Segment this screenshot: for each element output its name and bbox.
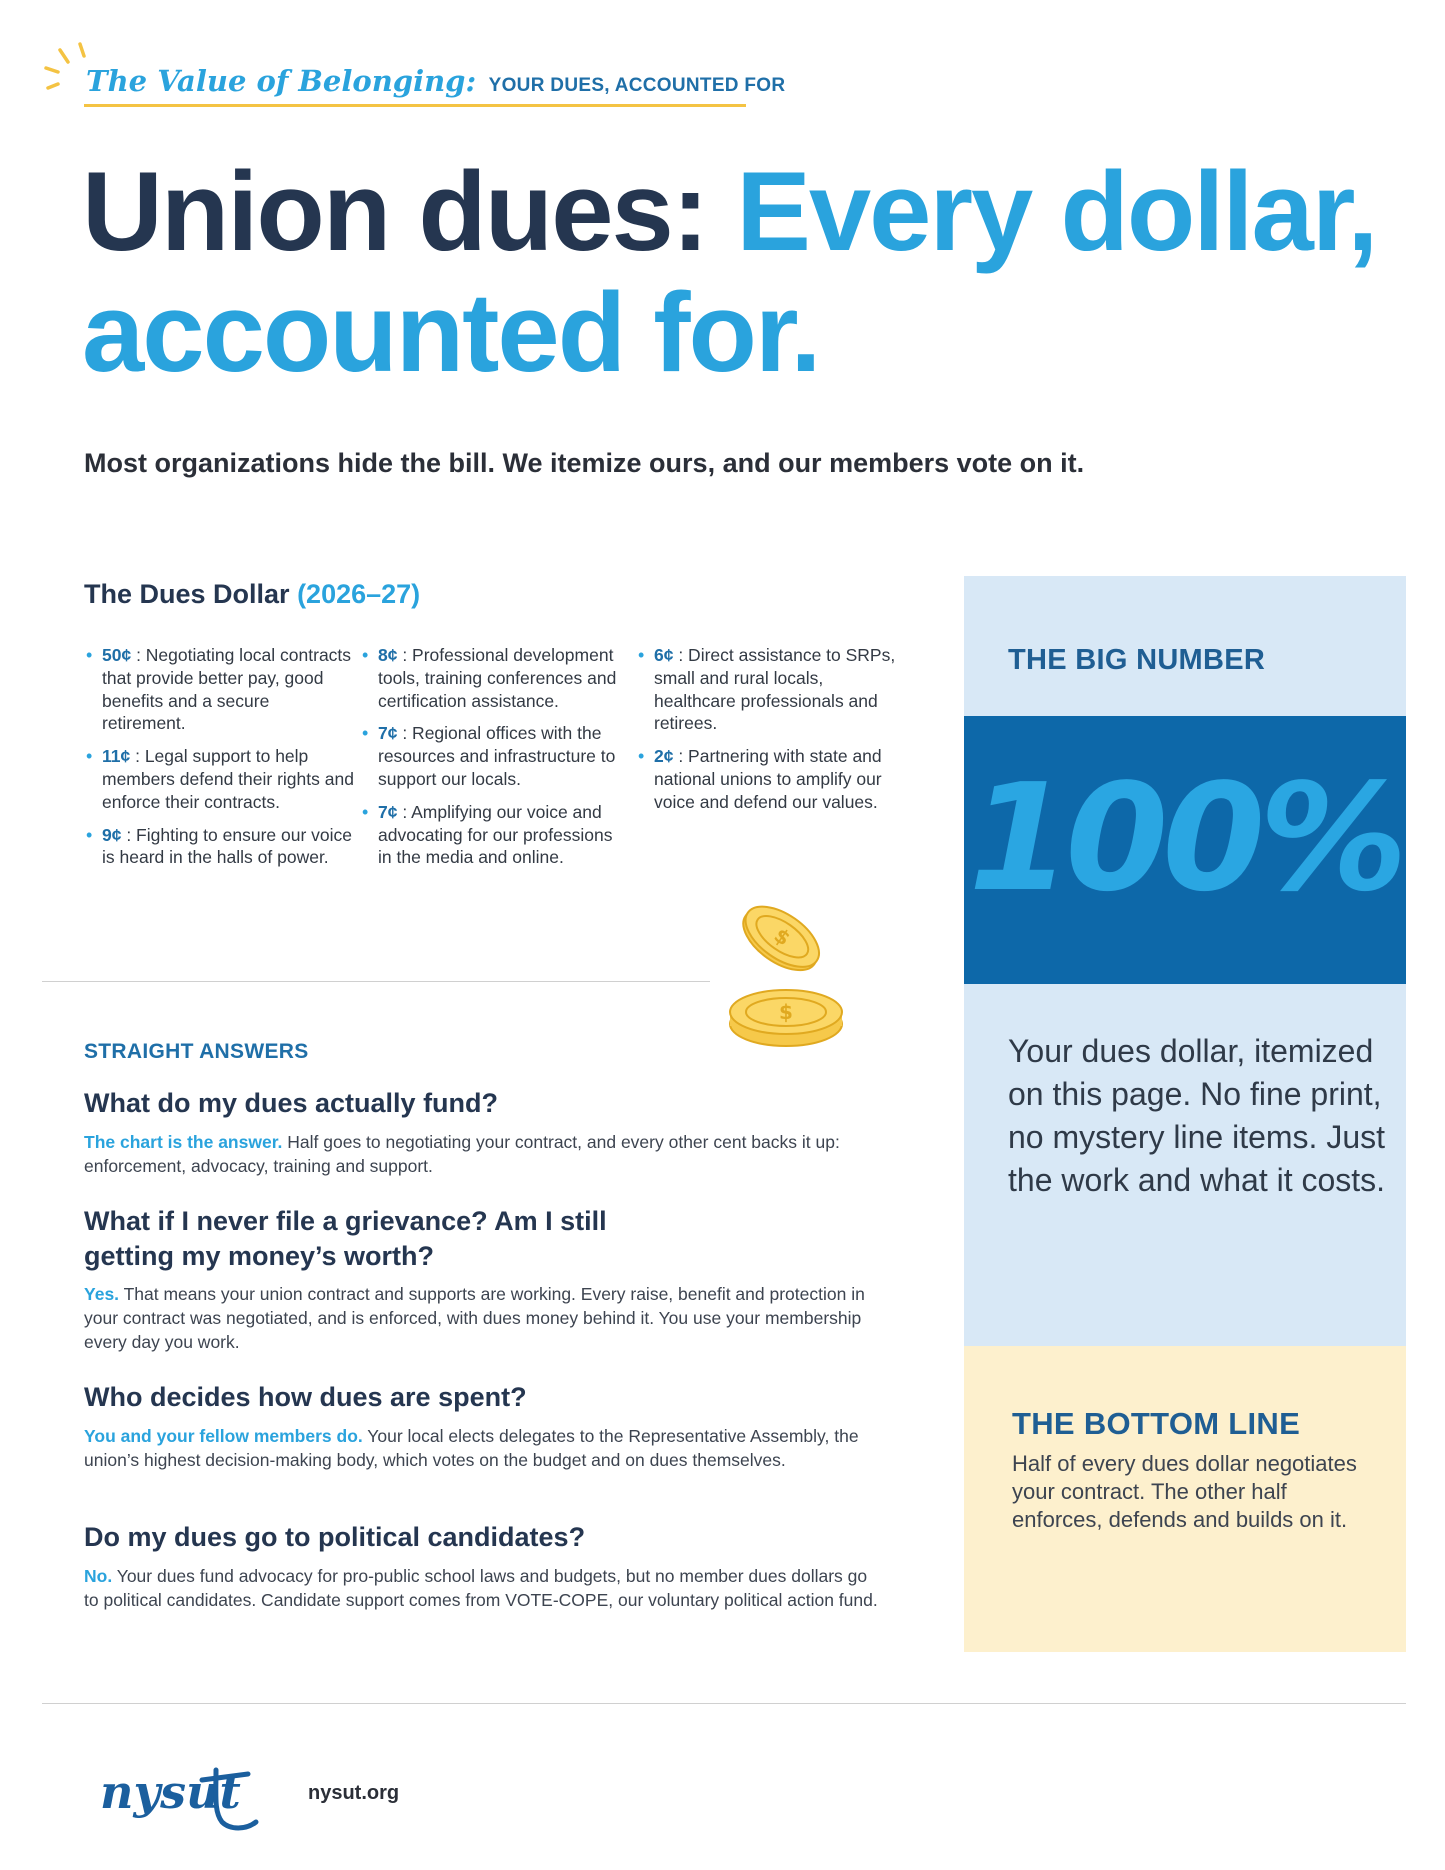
footer-divider bbox=[42, 1703, 1406, 1704]
dues-amount: 6¢ bbox=[654, 645, 674, 665]
svg-text:$: $ bbox=[769, 922, 795, 951]
page-title bbox=[82, 149, 1402, 395]
dues-desc: : Legal support to help members defend their rights and enforce their contracts. bbox=[102, 746, 354, 812]
big-number-label: THE BIG NUMBER bbox=[1008, 644, 1266, 676]
tagline bbox=[86, 64, 785, 98]
list-item bbox=[360, 722, 630, 790]
coins-illustration bbox=[722, 896, 852, 1066]
dues-dollar-title bbox=[84, 579, 420, 610]
bottom-line-label: THE BOTTOM LINE bbox=[1012, 1406, 1301, 1441]
dues-dollar-year: (2026–27) bbox=[297, 579, 421, 609]
faq-answer-lead: You and your fellow members do. bbox=[84, 1426, 363, 1446]
faq-question: Do my dues go to political candidates? bbox=[84, 1522, 586, 1552]
faq-answer-lead: Yes. bbox=[84, 1284, 120, 1304]
subhead: Most organizations hide the bill. We itemize ours, and our members vote on it. bbox=[84, 448, 1085, 478]
faq-answer-lead: No. bbox=[84, 1566, 113, 1586]
faq-question: What do my dues actually fund? bbox=[84, 1088, 499, 1118]
faq-answer-text: Half goes to negotiating your contract, and every other cent backs it up: enforcement, advocacy, training and support. bbox=[84, 1132, 840, 1176]
dues-column-3 bbox=[636, 644, 908, 824]
faq-answer bbox=[84, 1282, 884, 1354]
tagline-script: The Value of Belonging: bbox=[86, 64, 477, 98]
section-divider bbox=[42, 981, 710, 982]
dues-amount: 11¢ bbox=[102, 746, 131, 767]
faq-answer-text: Your dues fund advocacy for pro-public school laws and budgets, but no member dues dollars go to political candidates. Candidate support comes from VOTE-COPE, our voluntary political action fund. bbox=[84, 1566, 878, 1610]
list-item bbox=[84, 745, 354, 813]
dues-amount: 7¢ bbox=[378, 723, 398, 744]
tagline-caps: YOUR DUES, ACCOUNTED FOR bbox=[488, 75, 786, 96]
faq-answer-text: Your local elects delegates to the Representative Assembly, the union’s highest decision-making body, which votes on the budget and on dues themselves. bbox=[84, 1426, 859, 1470]
list-item bbox=[636, 644, 908, 735]
list-item bbox=[84, 824, 354, 870]
website-link[interactable]: nysut.org bbox=[308, 1782, 400, 1804]
dues-amount: 2¢ bbox=[654, 746, 674, 767]
dues-amount: 8¢ bbox=[378, 645, 398, 665]
list-item bbox=[636, 745, 908, 813]
dues-dollar-title-text: The Dues Dollar bbox=[84, 579, 290, 609]
dues-desc: : Amplifying our voice and advocating for our professions in the media and online. bbox=[378, 801, 613, 868]
dues-column-2 bbox=[360, 644, 630, 879]
faq-answer-lead: The chart is the answer. bbox=[84, 1132, 283, 1152]
faq-question: Who decides how dues are spent? bbox=[84, 1382, 527, 1412]
big-number-value: 100% bbox=[968, 752, 1402, 924]
dues-amount: 50¢ bbox=[102, 645, 132, 665]
list-item bbox=[360, 644, 630, 712]
svg-text:$: $ bbox=[779, 1000, 793, 1024]
dues-amount: 9¢ bbox=[102, 824, 122, 845]
dues-desc: : Negotiating local contracts that provide better pay, good benefits and a secure retirement. bbox=[102, 645, 352, 734]
dues-desc: : Fighting to ensure our voice is heard in the halls of power. bbox=[102, 824, 353, 868]
dues-amount: 7¢ bbox=[378, 801, 398, 822]
faq-answer bbox=[84, 1130, 884, 1178]
nysut-logo bbox=[98, 1750, 278, 1834]
dues-column-1 bbox=[84, 644, 354, 879]
title-blue-part: Every dollar, accounted for. bbox=[82, 149, 1377, 395]
tagline-underline bbox=[84, 104, 746, 107]
faq-answer bbox=[84, 1564, 884, 1612]
faq-answer bbox=[84, 1424, 884, 1472]
list-item bbox=[84, 644, 354, 735]
dues-desc: : Professional development tools, training conferences and certification assistance. bbox=[378, 645, 617, 711]
bottom-line-body: Half of every dues dollar negotiates your contract. The other half enforces, defends and builds on it. bbox=[1012, 1451, 1357, 1532]
logo-wordmark: nysut bbox=[100, 1765, 241, 1819]
dues-desc: : Direct assistance to SRPs, small and rural locals, healthcare professionals and retirees. bbox=[654, 645, 896, 734]
title-dark-part: Union dues: bbox=[82, 149, 708, 274]
faq-question: What if I never file a grievance? Am I still getting my money’s worth? bbox=[84, 1206, 607, 1271]
dues-desc: : Partnering with state and national unions to amplify our voice and defend our values. bbox=[654, 746, 882, 812]
faq-answer-text: That means your union contract and supports are working. Every raise, benefit and protection in your contract was negotiated, and is enforced, with dues money behind it. You use your membership every day you work. bbox=[84, 1284, 865, 1352]
straight-answers-label: STRAIGHT ANSWERS bbox=[84, 1040, 309, 1063]
list-item bbox=[360, 801, 630, 869]
big-number-body: Your dues dollar, itemized on this page. No fine print, no mystery line items. Just the work and what it costs. bbox=[1008, 1033, 1386, 1198]
dues-desc: : Regional offices with the resources and infrastructure to support our locals. bbox=[378, 723, 616, 789]
